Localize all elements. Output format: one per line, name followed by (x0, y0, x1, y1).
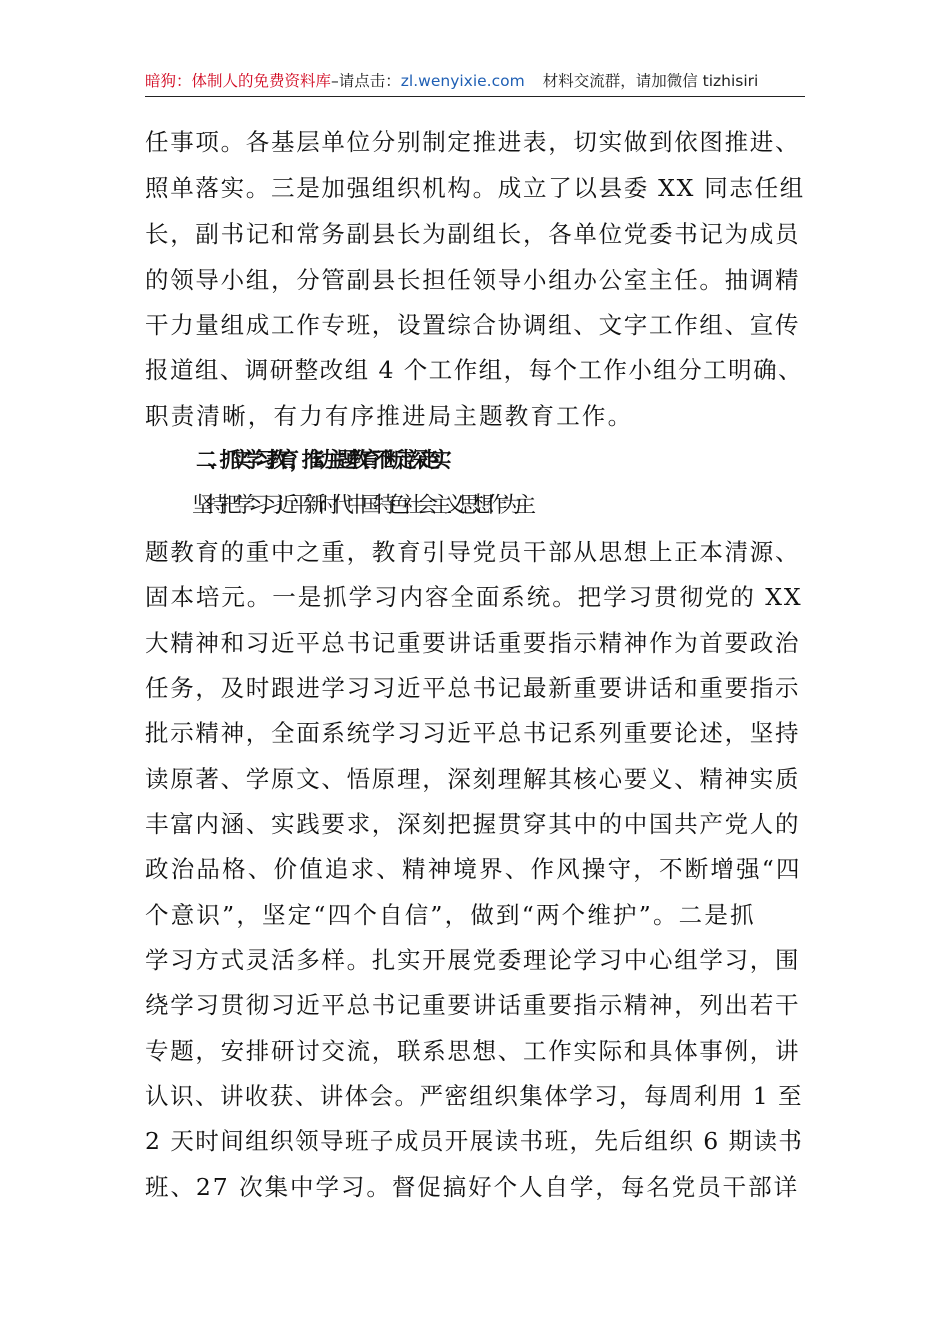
paragraph-line: 题教育的重中之重，教育引导党员干部从思想上正本清源、 (145, 538, 801, 566)
paragraph-line: 任务，及时跟进学习习近平总书记最新重要讲话和重要指示 (145, 674, 801, 702)
header-site-name: 暗狗：体制人的免费资料库 (145, 72, 332, 90)
paragraph-line: 丰富内涵、实践要求，深刻把握贯穿其中的中国共产党人的 (145, 810, 801, 838)
paragraph-line: 固本培元。一是抓学习内容全面系统。把学习贯彻党的 XX (145, 583, 803, 611)
paragraph-line: 专题，安排研讨交流，联系思想、工作实际和具体事例，讲 (145, 1037, 801, 1065)
paragraph-line: 照单落实。三是加强组织机构。成立了以县委 XX 同志任组 (145, 174, 805, 202)
paragraph-line: 班、27 次集中学习。督促搞好个人自学，每名党员干部详 (145, 1173, 800, 1201)
paragraph-line: 坚持把学习习近平新时代中国特色社会主义思想作为主 (192, 493, 529, 518)
paragraph-line: 报道组、调研整改组 4 个工作组，每个工作小组分工明确、 (145, 356, 803, 384)
paragraph-line: 长，副书记和常务副县长为副组长，各单位党委书记为成员 (145, 220, 801, 248)
paragraph-line: 的领导小组，分管副县长担任领导小组办公室主任。抽调精 (145, 266, 801, 294)
header-link[interactable]: zl.wenyixie.com (400, 72, 525, 90)
paragraph-line: 个意识”，坚定“四个自信”，做到“两个维护”。二是抓 (145, 901, 756, 929)
paragraph-line: 任事项。各基层单位分别制定推进表，切实做到依图推进、 (145, 128, 801, 156)
page-header (145, 66, 805, 97)
paragraph-line: 绕学习贯彻习近平总书记重要讲话重要指示精神，列出若干 (145, 991, 801, 1019)
paragraph-line: 大精神和习近平总书记重要讲话重要指示精神作为首要政治 (145, 629, 801, 657)
header-link-prefix: –请点击： (331, 72, 401, 90)
paragraph-line: 读原著、学原文、悟原理，深刻理解其核心要义、精神实质 (145, 765, 801, 793)
paragraph-line: 职责清晰，有力有序推进局主题教育工作。 (145, 402, 634, 430)
paragraph-line: 政治品格、价值追求、精神境界、作风操守，不断增强“四 (145, 855, 802, 883)
paragraph-line: 干力量组成工作专班，设置综合协调组、文字工作组、宣传 (145, 311, 801, 339)
paragraph-line: 认识、讲收获、讲体会。严密组织集体学习，每周利用 1 至 (145, 1082, 803, 1110)
paragraph-line: 2 天时间组织领导班子成员开展读书班，先后组织 6 期读书 (145, 1127, 804, 1155)
paragraph-line: 学习方式灵活多样。扎实开展党委理论学习中心组学习，围 (145, 946, 801, 974)
section-heading: 二、抓实学习教育，推动主题教育不断走深走实 (196, 448, 443, 473)
header-contact: 材料交流群，请加微信 tizhisiri (542, 72, 759, 90)
paragraph-line: 批示精神，全面系统学习习近平总书记系列重要论述，坚持 (145, 719, 801, 747)
